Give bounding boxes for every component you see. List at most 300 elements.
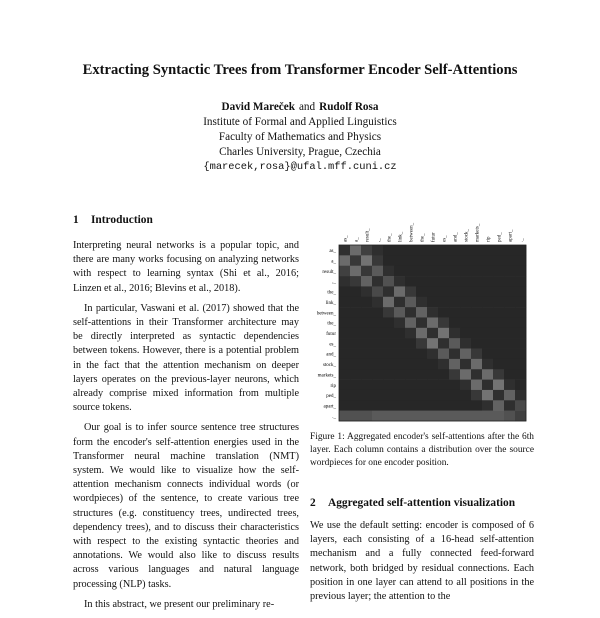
heatmap-cell — [394, 411, 405, 422]
heatmap-cell — [361, 338, 372, 349]
heatmap-cell — [515, 266, 526, 277]
heatmap-cell — [449, 266, 460, 277]
heatmap-cell — [515, 297, 526, 308]
heatmap-cell — [504, 380, 515, 391]
heatmap-cell — [372, 245, 383, 256]
heatmap-cell — [416, 266, 427, 277]
heatmap-cell — [471, 349, 482, 360]
heatmap-cell — [460, 369, 471, 380]
heatmap-cell — [482, 297, 493, 308]
section-heading — [310, 497, 515, 509]
heatmap-cell — [482, 255, 493, 266]
heatmap-cell — [504, 349, 515, 360]
heatmap-cell — [515, 359, 526, 370]
heatmap-cell — [361, 245, 372, 256]
heatmap-cell — [361, 307, 372, 318]
heatmap-y-label: apart_ — [323, 404, 336, 410]
heatmap-cell — [515, 307, 526, 318]
heatmap-y-label: es_ — [329, 342, 336, 348]
heatmap-cell — [471, 255, 482, 266]
heatmap-cell — [438, 317, 449, 328]
heatmap-cell — [482, 390, 493, 401]
heatmap-cell — [383, 245, 394, 256]
heatmap-cell — [449, 245, 460, 256]
heatmap-cell — [339, 369, 350, 380]
heatmap-cell — [482, 307, 493, 318]
heatmap-cell — [383, 307, 394, 318]
heatmap-cell — [427, 297, 438, 308]
heatmap-cell — [515, 255, 526, 266]
author-email: {marecek,rosa}@ufal.mff.cuni.cz — [203, 161, 397, 173]
heatmap-y-label: as_ — [329, 249, 336, 255]
heatmap-cell — [504, 307, 515, 318]
heatmap-cell — [416, 317, 427, 328]
heatmap-cell — [405, 286, 416, 297]
heatmap-cell — [515, 390, 526, 401]
heatmap-cell — [405, 338, 416, 349]
heatmap-cell — [460, 349, 471, 360]
heatmap-cell — [339, 307, 350, 318]
heatmap-cell — [449, 286, 460, 297]
heatmap-cell — [416, 349, 427, 360]
heatmap-cell — [361, 255, 372, 266]
heatmap-cell — [416, 307, 427, 318]
heatmap-cell — [504, 286, 515, 297]
heatmap-cell — [471, 359, 482, 370]
heatmap-cell — [460, 276, 471, 287]
heatmap-cell — [504, 369, 515, 380]
heatmap-cell — [449, 276, 460, 287]
heatmap-cell — [383, 266, 394, 277]
section-title: Aggregated self-attention visualization — [328, 497, 516, 509]
author-connector: and — [298, 101, 316, 113]
heatmap-cell — [504, 317, 515, 328]
heatmap-cell — [394, 255, 405, 266]
paragraph: In particular, Vaswani et al. (2017) showed that the self-attentions in their Transformer architecture may be directly interpreted as syntactic dependencies between tokens. However, there is a potential problem in the fact that the attention mechanism on deeper layers operates on the previous-layer neurons, which already comprise mixed information from multiple source tokens. — [73, 302, 299, 414]
heatmap-y-label: rip — [330, 383, 336, 389]
heatmap-cell — [405, 411, 416, 422]
heatmap-cell — [460, 338, 471, 349]
heatmap-cell — [427, 380, 438, 391]
heatmap-cell — [493, 307, 504, 318]
heatmap-cell — [427, 359, 438, 370]
heatmap-cell — [361, 266, 372, 277]
heatmap-cell — [339, 266, 350, 277]
heatmap-x-label: apart_ — [508, 229, 514, 242]
heatmap-cell — [515, 400, 526, 411]
heatmap-cell — [427, 369, 438, 380]
heatmap-cell — [471, 400, 482, 411]
heatmap-x-label: the_ — [420, 233, 426, 242]
heatmap-cell — [427, 307, 438, 318]
heatmap-cell — [460, 245, 471, 256]
heatmap-cell — [460, 307, 471, 318]
heatmap-cell — [405, 297, 416, 308]
heatmap-cell — [493, 338, 504, 349]
affiliation-line: Institute of Formal and Applied Linguistics — [203, 116, 397, 128]
heatmap-cell — [493, 400, 504, 411]
heatmap-cell — [515, 380, 526, 391]
heatmap-cell — [339, 276, 350, 287]
heatmap-cell — [471, 307, 482, 318]
heatmap-y-label: ,_ — [332, 280, 336, 286]
heatmap-y-label: the_ — [327, 321, 336, 327]
heatmap-cell — [361, 369, 372, 380]
heatmap-cell — [515, 286, 526, 297]
heatmap-x-label: between_ — [409, 222, 415, 242]
heatmap-x-label: ped_ — [497, 232, 503, 242]
heatmap-cell — [350, 359, 361, 370]
heatmap-cell — [339, 400, 350, 411]
heatmap-x-label: link_ — [398, 231, 404, 242]
heatmap-cell — [350, 411, 361, 422]
heatmap-cell — [350, 400, 361, 411]
heatmap-cell — [372, 328, 383, 339]
heatmap-cell — [350, 307, 361, 318]
heatmap-cell — [515, 349, 526, 360]
heatmap-cell — [416, 369, 427, 380]
heatmap-cell — [372, 390, 383, 401]
heatmap-cell — [416, 359, 427, 370]
heatmap-cell — [339, 411, 350, 422]
author-name: David Mareček — [221, 101, 295, 113]
heatmap-cell — [350, 390, 361, 401]
heatmap-cell — [438, 307, 449, 318]
heatmap-cell — [449, 359, 460, 370]
heatmap-cell — [449, 390, 460, 401]
heatmap-cell — [493, 328, 504, 339]
heatmap-cell — [383, 255, 394, 266]
heatmap-cell — [438, 390, 449, 401]
heatmap-cell — [394, 390, 405, 401]
heatmap-cell — [372, 286, 383, 297]
heatmap-cell — [504, 245, 515, 256]
heatmap-cell — [394, 359, 405, 370]
heatmap-cell — [438, 400, 449, 411]
heatmap-cell — [493, 317, 504, 328]
heatmap-cell — [449, 369, 460, 380]
heatmap-cell — [416, 390, 427, 401]
heatmap-cell — [361, 359, 372, 370]
heatmap-cell — [493, 390, 504, 401]
heatmap-cell — [372, 369, 383, 380]
heatmap-cell — [427, 390, 438, 401]
paper-title: Extracting Syntactic Trees from Transformer Encoder Self-Attentions — [82, 62, 518, 78]
heatmap-cell — [471, 286, 482, 297]
heatmap-cell — [372, 317, 383, 328]
heatmap-cell — [350, 338, 361, 349]
heatmap-cell — [394, 286, 405, 297]
heatmap-cell — [383, 338, 394, 349]
heatmap-x-labels — [344, 222, 525, 242]
heatmap-y-label: result_ — [322, 269, 336, 275]
heatmap-cell — [383, 411, 394, 422]
heatmap-cell — [449, 328, 460, 339]
heatmap-cell — [460, 390, 471, 401]
heatmap-cell — [405, 359, 416, 370]
heatmap-cell — [438, 255, 449, 266]
heatmap-cell — [372, 338, 383, 349]
heatmap-cell — [372, 359, 383, 370]
heatmap-cell — [372, 380, 383, 391]
heatmap-cell — [383, 390, 394, 401]
author-name: Rudolf Rosa — [319, 101, 379, 113]
heatmap-cell — [405, 349, 416, 360]
heatmap-y-label: between_ — [316, 311, 336, 317]
heatmap-cell — [427, 411, 438, 422]
heatmap-y-label: a_ — [331, 259, 336, 265]
heatmap-cell — [350, 349, 361, 360]
heatmap-cell — [394, 328, 405, 339]
heatmap-cell — [482, 276, 493, 287]
heatmap-cell — [471, 390, 482, 401]
heatmap-cell — [383, 297, 394, 308]
heatmap-cell — [449, 255, 460, 266]
heatmap-cell — [460, 297, 471, 308]
heatmap-cell — [394, 400, 405, 411]
heatmap-cell — [493, 380, 504, 391]
heatmap-x-label: and_ — [453, 232, 459, 242]
heatmap-cell — [350, 317, 361, 328]
heatmap-cell — [504, 390, 515, 401]
heatmap-cell — [438, 328, 449, 339]
heatmap-cell — [405, 307, 416, 318]
heatmap-cell — [504, 266, 515, 277]
heatmap-cell — [339, 317, 350, 328]
heatmap-cell — [482, 411, 493, 422]
heatmap-cell — [471, 328, 482, 339]
heatmap-y-label: markets_ — [317, 373, 336, 379]
heatmap-cell — [482, 286, 493, 297]
heatmap-cell — [504, 338, 515, 349]
heatmap-cell — [449, 307, 460, 318]
heatmap-y-label: link_ — [325, 300, 336, 306]
heatmap-cell — [383, 328, 394, 339]
heatmap-cell — [383, 276, 394, 287]
heatmap-cell — [416, 286, 427, 297]
heatmap-cell — [372, 349, 383, 360]
heatmap-cell — [372, 411, 383, 422]
heatmap-cell — [460, 328, 471, 339]
heatmap-cell — [438, 338, 449, 349]
heatmap-cell — [383, 359, 394, 370]
heatmap-cell — [361, 411, 372, 422]
section-title: Introduction — [91, 214, 153, 226]
heatmap-cell — [394, 276, 405, 287]
heatmap-cell — [438, 380, 449, 391]
heatmap-cell — [405, 255, 416, 266]
heatmap-cell — [482, 359, 493, 370]
heatmap-cell — [350, 276, 361, 287]
heatmap-cell — [416, 400, 427, 411]
heatmap-y-label: stock_ — [322, 363, 336, 369]
heatmap-y-label: futur — [326, 332, 336, 337]
right-column — [310, 519, 534, 610]
heatmap-cell — [372, 266, 383, 277]
heatmap-cell — [350, 255, 361, 266]
heatmap-cell — [350, 369, 361, 380]
heatmap-cell — [482, 380, 493, 391]
heatmap-cell — [460, 359, 471, 370]
heatmap-cell — [405, 390, 416, 401]
heatmap-cell — [471, 380, 482, 391]
heatmap-y-label: ped_ — [326, 394, 336, 400]
heatmap-cell — [471, 411, 482, 422]
heatmap-cell — [438, 369, 449, 380]
heatmap-cell — [427, 338, 438, 349]
heatmap-cell — [427, 400, 438, 411]
heatmap-cell — [405, 380, 416, 391]
heatmap-cell — [339, 328, 350, 339]
heatmap-x-label: result_ — [365, 228, 371, 242]
heatmap-cell — [460, 266, 471, 277]
heatmap-cell — [350, 266, 361, 277]
left-column — [73, 239, 299, 618]
heatmap-cell — [405, 276, 416, 287]
heatmap-cell — [460, 317, 471, 328]
heatmap-cell — [493, 255, 504, 266]
heatmap-cell — [449, 380, 460, 391]
heatmap-cell — [427, 245, 438, 256]
heatmap-cell — [482, 369, 493, 380]
heatmap-cell — [493, 297, 504, 308]
heatmap-cell — [383, 317, 394, 328]
affiliation-line: Charles University, Prague, Czechia — [219, 146, 381, 158]
heatmap-cell — [515, 276, 526, 287]
affiliation-line: Faculty of Mathematics and Physics — [218, 131, 382, 143]
heatmap-cell — [493, 369, 504, 380]
heatmap-x-label: markets_ — [475, 223, 481, 242]
heatmap-cell — [471, 317, 482, 328]
heatmap-cell — [438, 276, 449, 287]
paragraph: Interpreting neural networks is a popular topic, and there are many works focusing on analyzing networks with respect to learning syntax (Shi et al., 2016; Linzen et al., 2016; Blevins et al., 2018). — [73, 240, 299, 294]
heatmap-cell — [471, 245, 482, 256]
heatmap-cell — [482, 338, 493, 349]
heatmap-cell — [515, 369, 526, 380]
heatmap-cell — [339, 380, 350, 391]
heatmap-cell — [515, 338, 526, 349]
heatmap-cell — [504, 359, 515, 370]
heatmap-cell — [405, 400, 416, 411]
heatmap-cell — [515, 411, 526, 422]
heatmap-cell — [504, 328, 515, 339]
heatmap-cell — [504, 276, 515, 287]
heatmap-cell — [361, 328, 372, 339]
heatmap-cell — [405, 369, 416, 380]
heatmap-cell — [416, 297, 427, 308]
heatmap-cell — [493, 286, 504, 297]
heatmap-cell — [471, 338, 482, 349]
author-list — [0, 101, 600, 113]
heatmap-cell — [361, 349, 372, 360]
heatmap-cell — [471, 276, 482, 287]
heatmap-cell — [394, 338, 405, 349]
heatmap-cell — [449, 297, 460, 308]
heatmap-cell — [482, 317, 493, 328]
heatmap-cell — [438, 359, 449, 370]
heatmap-cell — [394, 297, 405, 308]
section-number: 1 — [73, 214, 79, 226]
heatmap-cell — [449, 317, 460, 328]
heatmap-cell — [405, 245, 416, 256]
heatmap-cell — [416, 255, 427, 266]
heatmap-cell — [482, 266, 493, 277]
heatmap-cell — [438, 245, 449, 256]
paragraph: We use the default setting: encoder is composed of 6 layers, each consisting of a 16-head self-attention mechanism and a fully connected feed-forward network, both bridged by residual connections. Each position in one layer can attend to all positions in the previous layer; the attention to the — [310, 520, 534, 603]
heatmap-cell — [339, 349, 350, 360]
heatmap-cell — [460, 286, 471, 297]
heatmap-cell — [438, 411, 449, 422]
heatmap-cell — [482, 349, 493, 360]
heatmap-cell — [416, 338, 427, 349]
paragraph: In this abstract, we present our preliminary re- — [84, 598, 275, 610]
heatmap-cell — [405, 266, 416, 277]
heatmap-x-label: as_ — [343, 235, 349, 242]
heatmap-cell — [449, 349, 460, 360]
heatmap-x-label: futur — [431, 232, 437, 242]
heatmap-cell — [427, 286, 438, 297]
heatmap-cell — [372, 400, 383, 411]
figure-caption: Figure 1: Aggregated encoder's self-attentions after the 6th layer. Each column contains a distribution over the source wordpieces for one encoder position. — [310, 432, 534, 468]
heatmap-cell — [438, 286, 449, 297]
heatmap-cell — [449, 400, 460, 411]
heatmap-cell — [394, 317, 405, 328]
heatmap-cell — [339, 255, 350, 266]
heatmap-cell — [427, 328, 438, 339]
heatmap-cell — [339, 359, 350, 370]
heatmap-cell — [339, 245, 350, 256]
heatmap-cell — [471, 369, 482, 380]
heatmap-x-label: stock_ — [464, 228, 470, 242]
attention-heatmap-figure — [305, 215, 535, 427]
heatmap-cell — [383, 286, 394, 297]
heatmap-cell — [383, 380, 394, 391]
heatmap-y-label: ._ — [332, 414, 336, 420]
heatmap-x-label: es_ — [442, 235, 448, 242]
heatmap-cell — [394, 380, 405, 391]
heatmap-cell — [361, 400, 372, 411]
heatmap-cell — [339, 338, 350, 349]
heatmap-cell — [460, 380, 471, 391]
heatmap-cell — [427, 266, 438, 277]
heatmap-cell — [460, 400, 471, 411]
heatmap-cell — [427, 276, 438, 287]
heatmap-cell — [394, 245, 405, 256]
heatmap-cell — [383, 400, 394, 411]
heatmap-x-label: ,_ — [376, 238, 382, 242]
heatmap-cell — [405, 328, 416, 339]
heatmap-cell — [427, 349, 438, 360]
heatmap-y-labels — [317, 249, 337, 420]
heatmap-cell — [372, 297, 383, 308]
heatmap-cell — [493, 245, 504, 256]
heatmap-cell — [361, 390, 372, 401]
heatmap-cell — [427, 255, 438, 266]
heatmap-cell — [471, 297, 482, 308]
heatmap-cell — [361, 380, 372, 391]
heatmap-cell — [438, 266, 449, 277]
section-number: 2 — [310, 497, 316, 509]
heatmap-cell — [493, 359, 504, 370]
heatmap-cell — [438, 349, 449, 360]
heatmap-x-label: ._ — [519, 238, 525, 242]
heatmap-cell — [482, 400, 493, 411]
heatmap-cell — [416, 380, 427, 391]
heatmap-cell — [493, 411, 504, 422]
heatmap-x-label: rip — [486, 236, 492, 242]
heatmap-cell — [405, 317, 416, 328]
heatmap-cell — [339, 390, 350, 401]
